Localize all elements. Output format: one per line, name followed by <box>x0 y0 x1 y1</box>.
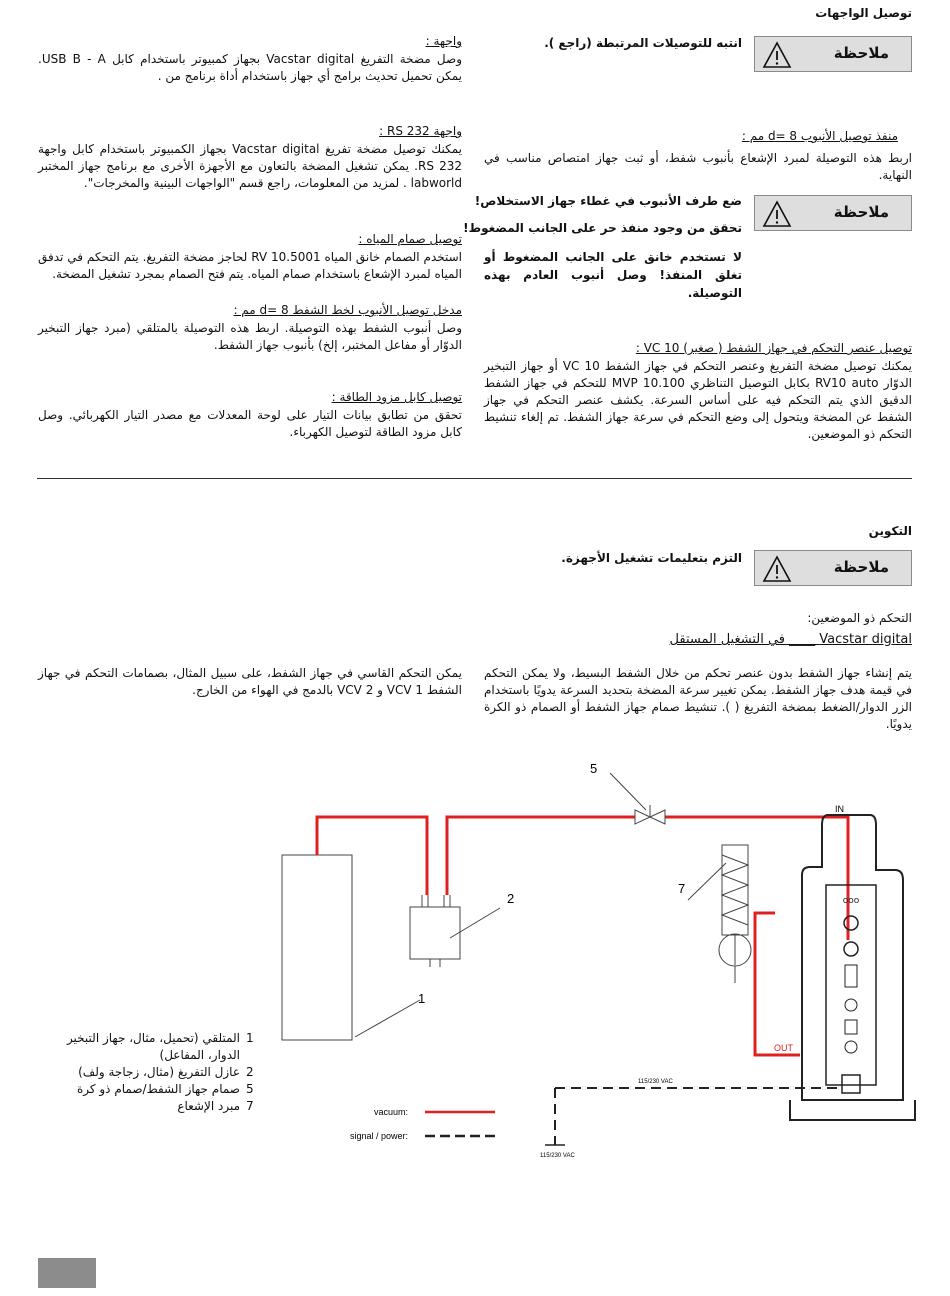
label-5: 5 <box>590 761 598 776</box>
legend-item <box>40 1030 260 1064</box>
label-in: IN <box>835 804 844 814</box>
rs232-heading: واجهة RS 232 : <box>379 124 462 138</box>
setup-diagram <box>270 755 920 1165</box>
config-right-text: يتم إنشاء جهاز الشفط بدون عنصر تحكم من خلال الشفط البسيط، ولا يمكن التحكم في قيمة هدف جهاز الشفط. يمكن تغيير سرعة المضخة بتحديد السرعة يدويًا باستخدام الزر الدوار/الضغط بمضخة التفريغ ( ). تنشيط صمام جهاز الشفط أو الصمام ذو الكرة يدويًا. <box>484 666 912 731</box>
label-vac-top: 115/230 VAC <box>638 1079 673 1085</box>
note-box-1 <box>754 36 912 72</box>
interface-heading: واجهة : <box>425 34 462 48</box>
note-2-line-1: ضع طرف الأنبوب في غطاء جهاز الاستخلاص! <box>474 194 742 208</box>
power-heading: توصيل كابل مزود الطاقة : <box>331 390 462 404</box>
interface-text: وصل مضخة التفريغ Vacstar digital بجهاز كمبيوتر باستخدام كابل USB B - A. يمكن تحميل تحديث برامج أي جهاز باستخدام أداة برنامج من . <box>38 52 462 83</box>
label-vac-bottom: 115/230 VAC <box>540 1153 575 1159</box>
control-heading: توصيل عنصر التحكم في جهاز الشفط ( صغير) VC 10 : <box>635 341 912 355</box>
label-7: 7 <box>678 881 686 896</box>
vacuum-pump <box>790 815 915 1120</box>
water-valve-heading: توصيل صمام المياه : <box>358 232 462 246</box>
vacuum-port-text: اربط هذه التوصيلة لمبرد الإشعاع بأنبوب شفط، أو ثبت جهاز امتصاص مناسب في النهاية. <box>484 151 912 182</box>
rs232-text: يمكنك توصيل مضخة تفريغ Vacstar digital بجهاز الكمبيوتر باستخدام كابل واجهة RS 232. يمكن تشغيل المضخة بالتعاون مع الأجهزة الأخرى مع برنامج جهاز المختبر labworld . لمزيد من المعلومات، راجع قسم "الواجهات البينية والمخرجات". <box>38 142 462 190</box>
inlet-heading: مدخل توصيل الأنبوب لخط الشفط d= 8 مم : <box>233 303 462 317</box>
legend-item-number: 2 <box>246 1065 254 1079</box>
standalone-label: Vacstar digital ____ في التشغيل المستقل <box>669 632 912 647</box>
vacuum-line <box>755 913 800 1055</box>
legend-item-text: المتلقي (تحميل، مثال، جهاز التبخير الدوار، المفاعل) <box>66 1031 240 1062</box>
legend-item-number: 7 <box>246 1099 254 1113</box>
note-2-line-2: تحقق من وجود منفذ حر على الجانب المضغوط! <box>463 221 742 235</box>
control-text: يمكنك توصيل مضخة التفريغ وعنصر التحكم في جهاز الشفط VC 10 أو جهاز التبخير الدوّار RV10 auto بكابل التوصيل التناظري MVP 10.100 للتحكم في جهاز الشفط الدقيق الذي يتم التحكم فيه على أساس السرعة. يكشف عنصر التحكم في جهاز الشفط عن المضخة ويتحول إلى وضع التحكم في سرعة جهاز الشفط. تم إلغاء تنشيط التحكم ذو الموضعين. <box>484 359 912 441</box>
legend-item-text: مبرد الإشعاع <box>177 1099 240 1113</box>
buffer-bottle <box>410 907 460 959</box>
config-title: التكوين <box>868 524 912 538</box>
vacuum-line <box>665 817 848 903</box>
legend-item <box>40 1081 260 1098</box>
legend-item <box>40 1064 260 1081</box>
page-number-block <box>38 1258 96 1288</box>
warning-icon <box>762 555 792 583</box>
config-left-text: يمكن التحكم القاسي في جهاز الشفط، على سبيل المثال، بصمامات التحكم في جهاز الشفط VCV 1 و VCV 2 بالدمج في الهواء من الخارج. <box>38 666 462 697</box>
inlet-text: وصل أنبوب الشفط بهذه التوصيلة. اربط هذه التوصيلة بالمتلقي (مبرد جهاز التبخير الدوّار أو مفاعل المختبر، إلخ) بأنبوب جهاز الشفط. <box>38 321 462 352</box>
vacuum-line <box>317 817 427 895</box>
water-valve-text: استخدم الصمام خانق المياه RV 10.5001 لحاجز مضخة التفريغ. يتم التحكم في تدفق المياه لمبرد الإشعاع باستخدام صمام المياه. يتم فتح الصمام بمجرد تشغيل المضخة. <box>38 250 462 281</box>
legend-list <box>40 1030 260 1115</box>
legend-item-text: صمام جهاز الشفط/صمام ذو كرة <box>76 1082 240 1096</box>
svg-text:ooo: ooo <box>842 896 860 906</box>
label-2: 2 <box>507 891 515 906</box>
note-label: ملاحظة <box>833 558 889 576</box>
note-label: ملاحظة <box>833 44 889 62</box>
power-text: تحقق من تطابق بيانات التيار على لوحة المعدلات مع مصدر التيار الكهربائي. وصل كابل مزود الطاقة لتوصيل الكهرباء. <box>38 408 462 439</box>
note-label: ملاحظة <box>833 203 889 221</box>
label-out: OUT <box>774 1043 793 1053</box>
legend-item-number: 5 <box>246 1082 254 1096</box>
label-1: 1 <box>418 991 426 1006</box>
legend-signal-label: signal / power: <box>350 1131 409 1141</box>
legend-item-number: 1 <box>246 1031 254 1045</box>
note-box-2 <box>754 195 912 231</box>
legend-item <box>40 1098 260 1115</box>
vacuum-port-heading: منفذ توصيل الأنبوب d= 8 مم : <box>741 129 898 143</box>
warning-icon <box>762 200 792 228</box>
vacuum-line <box>447 817 635 895</box>
two-point-label: التحكم ذو الموضعين: <box>807 611 912 625</box>
warning-icon <box>762 41 792 69</box>
note-box-3 <box>754 550 912 586</box>
page-title: توصيل الواجهات <box>815 6 912 20</box>
ball-valve <box>635 805 665 824</box>
legend-vacuum-label: vacuum: <box>374 1107 409 1117</box>
section-divider <box>37 478 912 479</box>
note-2-line-3: لا تستخدم خانق على الجانب المضغوط أو تغلق المنفذ! وصل أنبوب العادم بهذه التوصيلة. <box>484 250 742 300</box>
receiver-vessel <box>282 855 352 1040</box>
legend-item-text: عازل التفريغ (مثال، زجاجة ولف) <box>78 1065 240 1079</box>
config-note-text: التزم بتعليمات تشغيل الأجهزة. <box>561 551 742 565</box>
note-1-text: انتبه للتوصيلات المرتبطة (راجع ). <box>544 36 742 50</box>
